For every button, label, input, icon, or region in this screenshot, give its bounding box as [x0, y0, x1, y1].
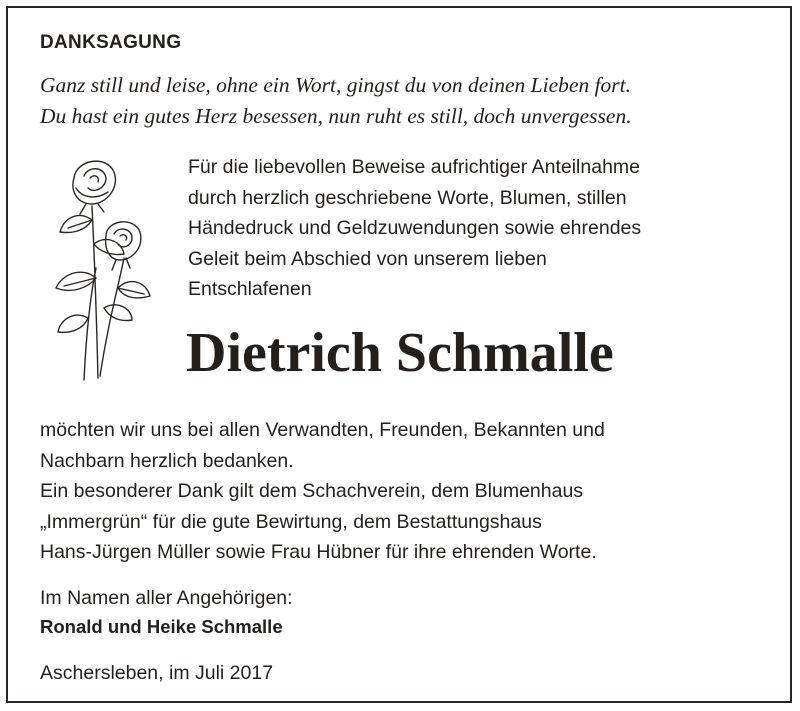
thanks-body — [40, 415, 780, 568]
signature-names: Ronald und Heike Schmalle — [40, 616, 283, 637]
body-line: „Immergrün“ für die gute Bewirtung, dem Bestattungshaus — [40, 510, 542, 533]
intro-line: Für die liebevollen Beweise aufrichtiger Anteilnahme — [188, 156, 641, 178]
body-line: Hans-Jürgen Müller sowie Frau Hübner für ihre ehrenden Worte. — [40, 541, 597, 563]
intro-line: durch herzlich geschriebene Worte, Blumen, stillen — [188, 186, 627, 209]
verse-line: Du hast ein gutes Herz besessen, nun ruht es still, doch unvergessen. — [40, 104, 632, 128]
roses-illustration-icon — [34, 148, 154, 383]
intro-line: Geleit beim Abschied von unserem lieben — [188, 247, 547, 270]
body-line: Nachbarn herzlich bedanken. — [40, 449, 294, 472]
verse-line: Ganz still und leise, ohne ein Wort, gingst du von deinen Lieben fort. — [40, 73, 632, 97]
deceased-name: Dietrich Schmalle — [186, 322, 614, 384]
memorial-verse — [40, 70, 780, 132]
body-line: Ein besonderer Dank gilt dem Schachverein, dem Blumenhaus — [40, 480, 584, 502]
intro-line: Entschlafenen — [188, 278, 312, 300]
notice-heading: DANKSAGUNG — [40, 32, 182, 53]
thanks-intro — [188, 152, 778, 305]
body-line: möchten wir uns bei allen Verwandten, Freunden, Bekannten und — [40, 419, 605, 441]
signature-intro: Im Namen aller Angehörigen: — [40, 587, 293, 609]
place-date: Aschersleben, im Juli 2017 — [40, 662, 274, 684]
intro-line: Händedruck und Geldzuwendungen sowie ehrendes — [188, 217, 642, 239]
